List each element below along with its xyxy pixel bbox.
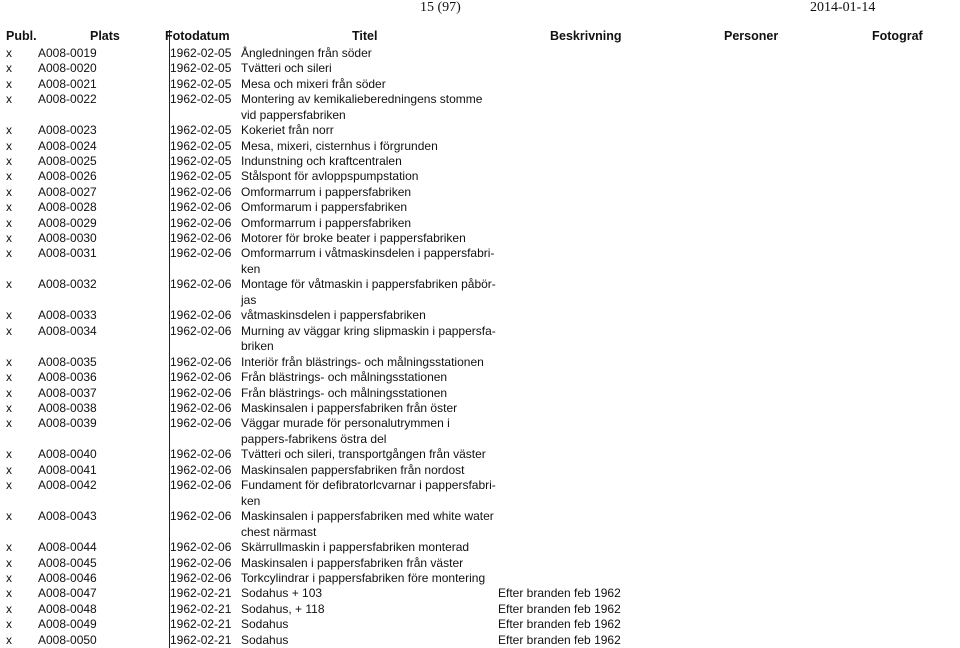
row-titel: Fundament för defibratorlcvarnar i pappersfabri-ken [241,478,496,508]
row-plats: A008-0044 [38,540,97,555]
col-fotograf: Fotograf [872,29,923,43]
row-fotodatum: 1962-02-06 [170,447,232,462]
table-row [0,154,960,169]
table-row [0,324,960,355]
row-fotodatum: 1962-02-05 [170,92,232,107]
row-plats: A008-0041 [38,462,97,477]
table-row [0,602,960,617]
col-plats: Plats [90,29,120,43]
row-fotodatum: 1962-02-06 [170,354,232,369]
col-beskrivning: Beskrivning [550,29,622,43]
row-plats: A008-0031 [38,246,97,261]
row-titel: Kokeriet från norr [241,123,334,138]
row-fotodatum: 1962-02-06 [170,246,232,261]
row-plats: A008-0034 [38,323,97,338]
table-header [0,29,960,47]
table-row [0,200,960,215]
row-marker: x [6,200,12,215]
row-fotodatum: 1962-02-06 [170,385,232,400]
row-titel: Omformarrum i pappersfabriken [241,215,412,230]
row-marker: x [6,215,12,230]
table-row [0,386,960,401]
row-plats: A008-0037 [38,385,97,400]
row-marker: x [6,586,12,601]
row-titel: Maskinsalen i pappersfabriken från öster [241,401,458,415]
row-titel: Mesa, mixeri, cisternhus i förgrunden [241,138,438,153]
table-row [0,216,960,231]
row-fotodatum: 1962-02-21 [170,601,232,616]
row-marker: x [6,571,12,585]
row-marker: x [6,447,12,462]
table-row [0,401,960,416]
row-titel: Mesa och mixeri från söder [241,76,386,91]
table-row [0,77,960,92]
row-plats: A008-0025 [38,154,97,168]
table-row [0,540,960,555]
row-titel: Tvätteri och sileri, transportgången från väster [241,447,486,462]
row-titel: Sodahus + 103 [241,586,323,601]
row-fotodatum: 1962-02-05 [170,46,232,60]
row-titel: Skärrullmaskin i pappersfabriken monterad [241,540,470,555]
row-plats: A008-0024 [38,138,97,153]
row-fotodatum: 1962-02-06 [170,401,232,415]
row-fotodatum: 1962-02-06 [170,184,232,199]
table-row [0,231,960,246]
row-fotodatum: 1962-02-06 [170,277,232,292]
row-plats: A008-0046 [38,571,97,585]
page-meta [0,0,960,20]
row-titel: Från blästrings- och målningsstationen [241,370,448,385]
row-plats: A008-0050 [38,632,97,647]
row-marker: x [6,617,12,632]
row-plats: A008-0043 [38,509,97,524]
row-plats: A008-0028 [38,200,97,215]
row-fotodatum: 1962-02-21 [170,617,232,632]
row-marker: x [6,246,12,261]
row-plats: A008-0026 [38,169,97,184]
table-row [0,478,960,509]
row-marker: x [6,555,12,570]
table-row [0,447,960,462]
row-plats: A008-0039 [38,416,97,431]
row-marker: x [6,462,12,477]
row-marker: x [6,184,12,199]
row-fotodatum: 1962-02-06 [170,462,232,477]
row-marker: x [6,540,12,555]
row-marker: x [6,154,12,168]
table-row [0,169,960,184]
row-fotodatum: 1962-02-05 [170,138,232,153]
row-titel: Maskinsalen i pappersfabriken från väster [241,555,464,570]
row-fotodatum: 1962-02-05 [170,169,232,184]
row-fotodatum: 1962-02-05 [170,76,232,91]
row-marker: x [6,76,12,91]
row-marker: x [6,354,12,369]
row-titel: Väggar murade för personalutrymmen i pappers-fabrikens östra del [241,416,450,446]
row-marker: x [6,416,12,431]
col-fotodatum: Fotodatum [165,29,230,43]
table-row [0,185,960,200]
row-titel: Sodahus [241,632,289,647]
row-plats: A008-0033 [38,308,97,323]
row-fotodatum: 1962-02-05 [170,154,232,168]
row-fotodatum: 1962-02-06 [170,540,232,555]
row-titel: Motorer för broke beater i pappersfabriken [241,231,466,245]
row-plats: A008-0038 [38,401,97,415]
row-titel: våtmaskinsdelen i pappersfabriken [241,308,426,323]
row-plats: A008-0045 [38,555,97,570]
row-fotodatum: 1962-02-06 [170,215,232,230]
row-plats: A008-0023 [38,123,97,138]
row-marker: x [6,370,12,385]
row-fotodatum: 1962-02-06 [170,509,232,524]
table-row [0,92,960,123]
row-plats: A008-0030 [38,231,97,245]
row-titel: Tvätteri och sileri [241,61,332,76]
table-row [0,139,960,154]
row-fotodatum: 1962-02-06 [170,308,232,323]
row-plats: A008-0035 [38,354,97,369]
row-marker: x [6,92,12,107]
table-row [0,509,960,540]
row-beskrivning: Efter branden feb 1962 [498,586,621,601]
row-titel: Omformarum i pappersfabriken [241,200,408,215]
row-plats: A008-0040 [38,447,97,462]
row-fotodatum: 1962-02-06 [170,555,232,570]
row-plats: A008-0036 [38,370,97,385]
row-marker: x [6,308,12,323]
row-marker: x [6,478,12,493]
row-plats: A008-0049 [38,617,97,632]
row-marker: x [6,61,12,76]
row-fotodatum: 1962-02-05 [170,61,232,76]
row-titel: Maskinsalen pappersfabriken från nordost [241,462,465,477]
table-row [0,370,960,385]
table-row [0,633,960,648]
row-plats: A008-0032 [38,277,97,292]
row-plats: A008-0047 [38,586,97,601]
table-row [0,416,960,447]
row-plats: A008-0042 [38,478,97,493]
table-row [0,46,960,61]
row-plats: A008-0027 [38,184,97,199]
row-plats: A008-0029 [38,215,97,230]
row-marker: x [6,632,12,647]
table-row [0,463,960,478]
table-row [0,586,960,601]
row-marker: x [6,123,12,138]
row-plats: A008-0048 [38,601,97,616]
table-row [0,246,960,277]
table-row [0,308,960,323]
row-titel: Från blästrings- och målningsstationen [241,385,448,400]
row-fotodatum: 1962-02-06 [170,323,232,338]
row-marker: x [6,385,12,400]
page-number: 15 (97) [420,0,461,15]
row-beskrivning: Efter branden feb 1962 [498,601,621,616]
row-beskrivning: Efter branden feb 1962 [498,632,621,647]
row-plats: A008-0021 [38,76,97,91]
row-marker: x [6,601,12,616]
table-row [0,355,960,370]
row-marker: x [6,169,12,184]
row-marker: x [6,323,12,338]
row-titel: Torkcylindrar i pappersfabriken före montering [241,571,486,585]
row-marker: x [6,138,12,153]
row-titel: Sodahus [241,617,289,632]
row-beskrivning: Efter branden feb 1962 [498,617,621,632]
row-titel: Interiör från blästrings- och målningsstationen [241,354,484,369]
table-row [0,277,960,308]
row-marker: x [6,277,12,292]
table-row [0,571,960,586]
row-marker: x [6,509,12,524]
row-fotodatum: 1962-02-06 [170,571,232,585]
table-row [0,617,960,632]
col-personer: Personer [724,29,779,43]
row-plats: A008-0019 [38,46,97,60]
row-plats: A008-0020 [38,61,97,76]
row-fotodatum: 1962-02-06 [170,370,232,385]
row-marker: x [6,46,12,60]
row-titel: Stålspont för avloppspumpstation [241,169,419,184]
table-row [0,123,960,138]
row-titel: Montage för våtmaskin i pappersfabriken påbör-jas [241,277,496,307]
row-fotodatum: 1962-02-21 [170,632,232,647]
row-titel: Murning av väggar kring slipmaskin i pappersfa-briken [241,323,496,354]
table-row [0,556,960,571]
row-plats: A008-0022 [38,92,97,107]
row-titel: Montering av kemikalieberedningens stomme vid pappersfabriken [241,92,483,122]
table-row [0,61,960,76]
row-fotodatum: 1962-02-06 [170,416,232,431]
row-marker: x [6,401,12,415]
page-date: 2014-01-14 [810,0,876,15]
col-titel: Titel [352,29,378,43]
row-fotodatum: 1962-02-06 [170,231,232,245]
row-fotodatum: 1962-02-06 [170,478,232,493]
col-publ: Publ. [6,29,37,43]
row-titel: Omformarrum i våtmaskinsdelen i pappersfabri-ken [241,246,495,276]
row-titel: Maskinsalen i pappersfabriken med white water chest närmast [241,509,494,539]
row-titel: Ångledningen från söder [241,46,372,60]
row-marker: x [6,231,12,245]
row-fotodatum: 1962-02-05 [170,123,232,138]
row-titel: Omformarrum i pappersfabriken [241,184,412,199]
row-fotodatum: 1962-02-06 [170,200,232,215]
row-titel: Indunstning och kraftcentralen [241,154,402,168]
row-titel: Sodahus, + 118 [241,601,325,616]
row-fotodatum: 1962-02-21 [170,586,232,601]
